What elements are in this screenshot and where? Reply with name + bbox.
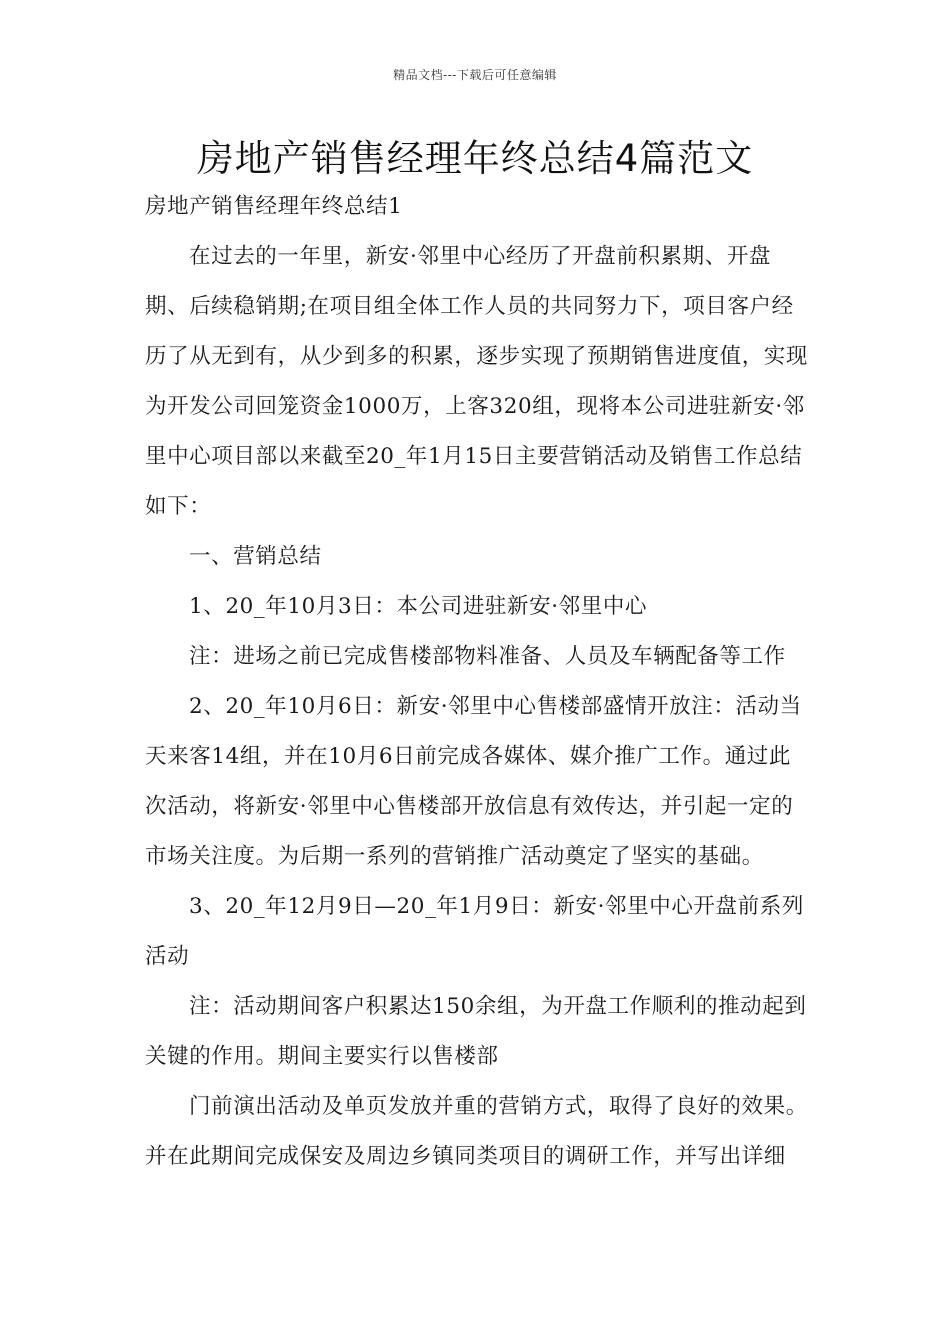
header-note: 精品文档---下载后可任意编辑 — [393, 68, 557, 82]
paragraph-marketing-heading: 一、营销总结 — [189, 544, 322, 569]
section-heading: 房地产销售经理年终总结1 — [145, 194, 403, 219]
paragraph-note-1: 注：进场之前已完成售楼部物料准备、人员及车辆配备等工作 — [189, 644, 786, 669]
paragraph-item-3: 3、20_年12月9日—20_年1月9日：新安·邻里中心开盘前系列活动 — [145, 894, 804, 969]
document-body — [145, 182, 810, 1182]
paragraph-note-3: 注：活动期间客户积累达150余组，为开盘工作顺利的推动起到关键的作用。期间主要实行以售楼部 — [145, 994, 807, 1069]
paragraph-item-1: 1、20_年10月3日：本公司进驻新安·邻里中心 — [189, 594, 648, 619]
paragraph-intro: 在过去的一年里，新安·邻里中心经历了开盘前积累期、开盘期、后续稳销期;在项目组全体工作人员的共同努力下，项目客户经历了从无到有，从少到多的积累，逐步实现了预期销售进度值，实现为开发公司回笼资金1000万，上客320组，现将本公司进驻新安·邻里中心项目部以来截至20_年1月15日主要营销活动及销售工作总结如下： — [145, 244, 809, 519]
paragraph-item-2: 2、20_年10月6日：新安·邻里中心售楼部盛情开放注：活动当天来客14组，并在10月6日前完成各媒体、媒介推广工作。通过此次活动，将新安·邻里中心售楼部开放信息有效传达，并引起一定的市场关注度。为后期一系列的营销推广活动奠定了坚实的基础。 — [145, 694, 802, 869]
paragraph-continuation: 门前演出活动及单页发放并重的营销方式，取得了良好的效果。并在此期间完成保安及周边乡镇同类项目的调研工作，并写出详细 — [145, 1094, 808, 1169]
document-title: 房地产销售经理年终总结4篇范文 — [196, 137, 754, 180]
